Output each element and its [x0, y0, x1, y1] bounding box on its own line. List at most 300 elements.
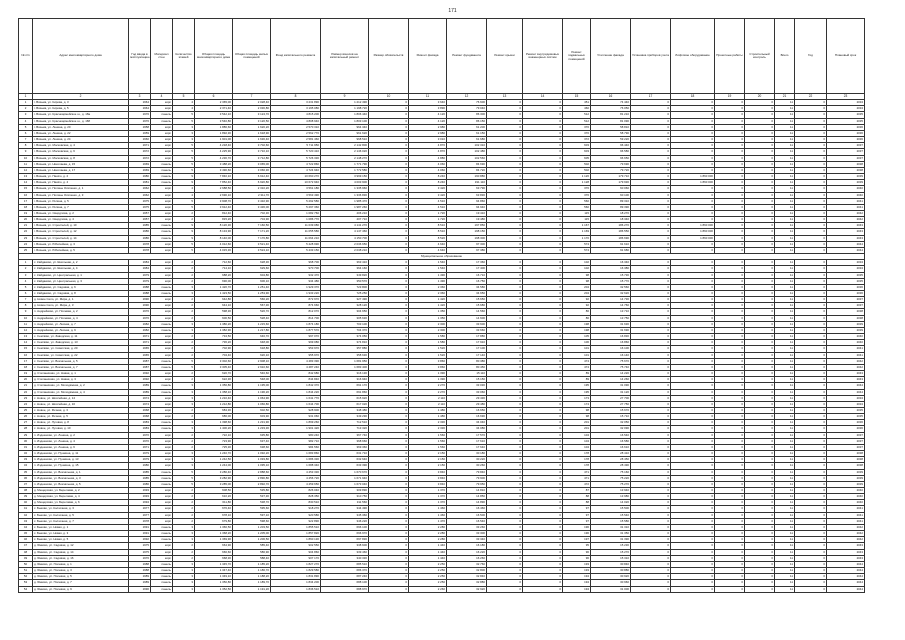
- table-cell: 22: [19, 229, 33, 235]
- table-cell: 0: [487, 352, 523, 358]
- table-cell: 0: [745, 451, 775, 457]
- table-cell: 357 880: [321, 346, 369, 352]
- table-cell: 11: [775, 161, 795, 167]
- table-cell: 7: [19, 297, 33, 303]
- table-cell: 0: [487, 130, 523, 136]
- table-cell: 3 712,80: [233, 155, 271, 161]
- table-cell: 0: [631, 537, 671, 543]
- table-cell: 0: [631, 217, 671, 223]
- table-cell: 1 398,60: [195, 420, 233, 426]
- table-cell: г. Вязьма, ул. Свердлова, д. 2: [33, 210, 129, 216]
- table-cell: 2040: [827, 488, 865, 494]
- table-cell: 0: [715, 327, 745, 333]
- table-cell: 58 810: [591, 124, 631, 130]
- table-cell: 5 292 580: [271, 198, 321, 204]
- table-cell: 11: [775, 309, 795, 315]
- table-cell: 3 640: [409, 100, 447, 106]
- table-cell: 1 460: [409, 506, 447, 512]
- table-cell: 0: [631, 327, 671, 333]
- table-cell: 0: [369, 555, 409, 561]
- table-cell: 11: [775, 506, 795, 512]
- table-cell: 0: [487, 210, 523, 216]
- table-cell: 11: [775, 235, 795, 241]
- table-cell: 5: [173, 241, 195, 247]
- table-cell: 194: [563, 574, 591, 580]
- table-cell: 15 670: [591, 407, 631, 413]
- table-cell: 1 390: [409, 377, 447, 383]
- table-cell: 2040: [827, 334, 865, 340]
- table-cell: 0: [671, 401, 715, 407]
- table-cell: 1957: [129, 210, 151, 216]
- table-cell: 725 250: [321, 291, 369, 297]
- table-cell: 0: [745, 180, 775, 186]
- table-cell: 79 900: [447, 475, 487, 481]
- table-cell: 3 195 080: [271, 106, 321, 112]
- table-cell: 1 349,10: [195, 574, 233, 580]
- table-cell: 2038: [827, 457, 865, 463]
- table-cell: 0: [523, 112, 563, 118]
- table-cell: 2043: [827, 555, 865, 561]
- table-cell: 0: [369, 198, 409, 204]
- table-cell: 4 150 700: [321, 235, 369, 241]
- table-cell: 11: [775, 204, 795, 210]
- table-cell: 0: [671, 469, 715, 475]
- table-cell: 1975: [129, 204, 151, 210]
- table-cell: 0: [715, 537, 745, 543]
- table-cell: 60 100: [591, 192, 631, 198]
- table-cell: 704 370: [321, 327, 369, 333]
- table-cell: 1957: [129, 217, 151, 223]
- table-cell: 18 270: [591, 210, 631, 216]
- table-cell: 1 480: [409, 407, 447, 413]
- table-cell: 2037: [827, 143, 865, 149]
- table-cell: с. Быково, ул. Колхозная, д. 7: [33, 518, 129, 524]
- table-cell: 29: [19, 432, 33, 438]
- table-cell: с. Семлёво, ул. Вокзальная, д. 5: [33, 358, 129, 364]
- table-cell: 15 500: [591, 506, 631, 512]
- table-cell: 0: [631, 568, 671, 574]
- table-cell: 691 170: [321, 383, 369, 389]
- table-cell: 1 358,10: [195, 389, 233, 395]
- table-cell: 173: [563, 395, 591, 401]
- table-cell: 0: [631, 180, 671, 186]
- table-cell: 0: [487, 303, 523, 309]
- table-cell: 512: [563, 112, 591, 118]
- table-cell: п. Издешково, ул. Ленина, д. 4: [33, 438, 129, 444]
- table-cell: 29 480: [447, 401, 487, 407]
- table-cell: 1 580: [409, 334, 447, 340]
- table-cell: 0: [631, 506, 671, 512]
- table-cell: 13 940: [591, 488, 631, 494]
- table-cell: 676,40: [195, 506, 233, 512]
- table-cell: 1 874 180: [271, 321, 321, 327]
- table-cell: 0: [671, 149, 715, 155]
- table-cell: 0: [369, 143, 409, 149]
- table-cell: г. Вязьма, ул. Кирова, д. 3: [33, 100, 129, 106]
- table-cell: 0: [369, 401, 409, 407]
- table-cell: панель: [151, 481, 173, 487]
- table-cell: 24: [19, 401, 33, 407]
- table-cell: 0: [487, 358, 523, 364]
- table-cell: 4 808 940: [271, 118, 321, 124]
- table-cell: с. Кайдаково, ул. Школьная, д. 2: [33, 260, 129, 266]
- table-cell: 0: [795, 524, 827, 530]
- table-cell: 58 790: [591, 130, 631, 136]
- table-cell: 9: [173, 174, 195, 180]
- table-cell: 0: [487, 284, 523, 290]
- table-cell: 0: [523, 130, 563, 136]
- table-cell: 2 581 460: [271, 137, 321, 143]
- table-cell: 16 460: [447, 506, 487, 512]
- table-cell: 0: [631, 167, 671, 173]
- table-cell: 7 176,80: [233, 235, 271, 241]
- table-cell: д. Степаниково, ул. Молодёжная, д. 4: [33, 389, 129, 395]
- table-cell: 0: [671, 112, 715, 118]
- table-cell: 2: [173, 377, 195, 383]
- table-cell: 11: [775, 444, 795, 450]
- table-cell: 30 960: [591, 580, 631, 586]
- table-cell: 0: [631, 475, 671, 481]
- table-cell: 5: [173, 247, 195, 253]
- table-cell: 2036: [827, 291, 865, 297]
- table-cell: 0: [795, 531, 827, 537]
- table-cell: 32 800: [447, 568, 487, 574]
- table-cell: 198 150: [447, 229, 487, 235]
- table-cell: 0: [671, 555, 715, 561]
- table-cell: 4 453 330: [271, 469, 321, 475]
- table-cell: 0: [369, 204, 409, 210]
- table-cell: 2 250: [409, 574, 447, 580]
- table-cell: г. Вязьма, ул. Московская, д. 4: [33, 143, 129, 149]
- table-cell: 1 350: [409, 309, 447, 315]
- table-cell: 2 311,70: [233, 192, 271, 198]
- table-cell: 1 170: [563, 235, 591, 241]
- table-cell: 15 150: [447, 377, 487, 383]
- table-cell: 0: [715, 297, 745, 303]
- table-cell: 0: [795, 377, 827, 383]
- table-cell: 0: [715, 574, 745, 580]
- table-cell: 348 480: [321, 407, 369, 413]
- table-cell: 98: [563, 278, 591, 284]
- table-cell: 0: [671, 130, 715, 136]
- table-cell: 0: [745, 100, 775, 106]
- table-cell: 0: [715, 549, 745, 555]
- table-cell: 3: [173, 451, 195, 457]
- table-cell: 15 110: [447, 371, 487, 377]
- table-cell: 0: [715, 463, 745, 469]
- table-cell: 14 220: [591, 371, 631, 377]
- table-cell: 0: [523, 395, 563, 401]
- table-cell: 0: [631, 309, 671, 315]
- table-cell: 1 356,80: [195, 383, 233, 389]
- table-cell: 2035: [827, 272, 865, 278]
- table-cell: 2 360: [409, 291, 447, 297]
- table-cell: с. Семлёво, ул. Вокзальная, д. 7: [33, 364, 129, 370]
- table-cell: 2037: [827, 444, 865, 450]
- table-cell: 52: [19, 574, 33, 580]
- table-cell: 30 220: [447, 457, 487, 463]
- table-cell: 1 210,40: [195, 395, 233, 401]
- table-cell: 0: [631, 371, 671, 377]
- table-cell: 1 380,20: [195, 321, 233, 327]
- table-cell: 1992: [129, 377, 151, 383]
- table-cell: панель: [151, 537, 173, 543]
- table-cell: 1 857 820: [271, 531, 321, 537]
- table-cell: кирп: [151, 444, 173, 450]
- table-cell: 2: [173, 407, 195, 413]
- table-cell: 0: [631, 383, 671, 389]
- table-cell: 2: [173, 432, 195, 438]
- table-cell: 0: [487, 531, 523, 537]
- table-cell: 0: [523, 334, 563, 340]
- table-cell: 0: [795, 260, 827, 266]
- table-cell: 349 290: [321, 414, 369, 420]
- table-cell: 11: [775, 568, 795, 574]
- table-cell: 16 540: [591, 432, 631, 438]
- table-cell: 842 680: [271, 371, 321, 377]
- table-cell: 0: [795, 309, 827, 315]
- table-cell: 10: [19, 155, 33, 161]
- table-cell: 2040: [827, 494, 865, 500]
- table-cell: 2036: [827, 124, 865, 130]
- table-cell: 0: [715, 555, 745, 561]
- table-cell: 363 410: [321, 260, 369, 266]
- table-cell: 955 970: [271, 352, 321, 358]
- table-cell: 0: [487, 389, 523, 395]
- table-cell: 0: [795, 463, 827, 469]
- table-cell: 1 560: [409, 444, 447, 450]
- table-cell: 1 720: [409, 217, 447, 223]
- table-cell: 2 280: [409, 531, 447, 537]
- table-cell: 17 610: [447, 438, 487, 444]
- table-cell: 2038: [827, 161, 865, 167]
- table-cell: 2 310,20: [233, 186, 271, 192]
- table-cell: 0: [369, 574, 409, 580]
- table-cell: 98: [563, 407, 591, 413]
- table-cell: панель: [151, 524, 173, 530]
- table-cell: 3 065,00: [233, 161, 271, 167]
- table-cell: панель: [151, 118, 173, 124]
- table-cell: 11: [19, 161, 33, 167]
- table-cell: 702,90: [195, 346, 233, 352]
- table-cell: 0: [487, 512, 523, 518]
- table-cell: 75 270: [591, 481, 631, 487]
- table-cell: 4 724 940: [271, 167, 321, 173]
- table-cell: 0: [487, 180, 523, 186]
- table-cell: д. Новое Село, ул. Мира, д. 3: [33, 303, 129, 309]
- table-cell: 1: [19, 260, 33, 266]
- table-cell: 0: [715, 284, 745, 290]
- table-cell: 0: [369, 561, 409, 567]
- table-cell: 0: [715, 426, 745, 432]
- table-cell: 0: [795, 420, 827, 426]
- table-cell: 0: [671, 518, 715, 524]
- table-cell: 7 852,40: [195, 180, 233, 186]
- table-cell: 32: [19, 451, 33, 457]
- table-cell: с. Кайдаково, ул. Садовая, д. 6: [33, 284, 129, 290]
- table-cell: кирп: [151, 371, 173, 377]
- table-cell: 1 670 670: [321, 469, 369, 475]
- table-cell: кирп: [151, 247, 173, 253]
- table-cell: 0: [631, 143, 671, 149]
- table-cell: 1: [19, 100, 33, 106]
- table-cell: 585,40: [233, 543, 271, 549]
- table-cell: д. Новое Село, ул. Мира, д. 1: [33, 297, 129, 303]
- table-cell: 0: [487, 469, 523, 475]
- table-cell: 0: [631, 247, 671, 253]
- table-cell: 0: [671, 414, 715, 420]
- table-cell: 10 672 940: [271, 180, 321, 186]
- table-cell: 686,00: [195, 414, 233, 420]
- table-cell: 2 330: [409, 426, 447, 432]
- table-cell: 2038: [827, 309, 865, 315]
- table-cell: 1975: [129, 543, 151, 549]
- table-cell: 0: [487, 383, 523, 389]
- table-cell: 4: [173, 192, 195, 198]
- table-cell: п. Издешково, ул. Пушкина, д. 11: [33, 451, 129, 457]
- table-cell: с. Кайдаково, ул. Школьная, д. 4: [33, 266, 129, 272]
- table-cell: 0: [745, 401, 775, 407]
- table-cell: 60 060: [591, 186, 631, 192]
- table-cell: 0: [487, 395, 523, 401]
- table-cell: 0: [487, 204, 523, 210]
- table-cell: 934 480: [271, 278, 321, 284]
- table-cell: 1976: [129, 309, 151, 315]
- table-cell: 33 260: [447, 524, 487, 530]
- table-cell: 5 726 330: [271, 155, 321, 161]
- table-cell: 0: [745, 118, 775, 124]
- table-cell: 0: [795, 451, 827, 457]
- table-cell: 11: [775, 420, 795, 426]
- table-cell: 3: [173, 531, 195, 537]
- table-cell: 1 520: [409, 346, 447, 352]
- table-cell: 648,00: [233, 340, 271, 346]
- table-cell: 21: [19, 383, 33, 389]
- table-cell: 178: [563, 463, 591, 469]
- table-cell: 33 340: [447, 537, 487, 543]
- table-cell: 16 710: [447, 272, 487, 278]
- table-cell: панель: [151, 580, 173, 586]
- table-cell: 18 340: [591, 217, 631, 223]
- table-cell: 89: [563, 371, 591, 377]
- table-cell: 0: [369, 297, 409, 303]
- table-cell: 3: [173, 401, 195, 407]
- table-cell: 2043: [827, 549, 865, 555]
- table-cell: 0: [631, 198, 671, 204]
- table-cell: 14 850: [447, 494, 487, 500]
- table-cell: 11: [775, 315, 795, 321]
- table-cell: 0: [631, 130, 671, 136]
- table-cell: 8 510: [409, 229, 447, 235]
- table-cell: 195: [563, 383, 591, 389]
- table-cell: 1 806 440: [321, 112, 369, 118]
- table-cell: 0: [631, 291, 671, 297]
- table-cell: 0: [523, 247, 563, 253]
- table-cell: 814 700: [271, 315, 321, 321]
- table-cell: 0: [523, 420, 563, 426]
- table-cell: с. Быково, ул. Новая, д. 1: [33, 524, 129, 530]
- table-cell: 0: [745, 303, 775, 309]
- table-cell: 0: [715, 531, 745, 537]
- table-cell: 5: [173, 364, 195, 370]
- table-cell: 0: [631, 457, 671, 463]
- table-cell: 86 150: [447, 118, 487, 124]
- table-cell: 2041: [827, 506, 865, 512]
- table-cell: 11: [775, 260, 795, 266]
- table-cell: 3 912,40: [195, 204, 233, 210]
- table-cell: 0: [631, 235, 671, 241]
- table-cell: панель: [151, 426, 173, 432]
- table-cell: 2: [173, 414, 195, 420]
- table-cell: 2041: [827, 198, 865, 204]
- table-cell: 3 302,60: [195, 358, 233, 364]
- table-cell: п. Издешково, ул. Ленина, д. 6: [33, 444, 129, 450]
- table-cell: 0: [487, 167, 523, 173]
- table-cell: 604,80: [233, 272, 271, 278]
- table-cell: 33 060: [447, 389, 487, 395]
- table-cell: 0: [487, 457, 523, 463]
- table-cell: 0: [795, 444, 827, 450]
- table-cell: 0: [523, 198, 563, 204]
- table-cell: 0: [631, 364, 671, 370]
- table-cell: 376: [563, 192, 591, 198]
- table-cell: г. Вязьма, ул. Юбилейная, д. 3: [33, 241, 129, 247]
- table-cell: 602,50: [233, 407, 271, 413]
- table-cell: 1 217,80: [233, 327, 271, 333]
- table-cell: 0: [795, 321, 827, 327]
- column-number: 21: [775, 94, 795, 100]
- table-cell: 11: [775, 210, 795, 216]
- table-cell: кирп: [151, 186, 173, 192]
- table-cell: 0: [671, 309, 715, 315]
- table-cell: 1971: [129, 334, 151, 340]
- table-cell: 0: [671, 210, 715, 216]
- table-cell: 712 510: [321, 420, 369, 426]
- table-cell: 3 285,00: [195, 481, 233, 487]
- table-cell: 1 580: [409, 340, 447, 346]
- table-cell: 0: [671, 334, 715, 340]
- table-cell: 0: [745, 272, 775, 278]
- table-cell: 1 366,50: [195, 524, 233, 530]
- table-cell: 1971: [129, 444, 151, 450]
- table-cell: 0: [671, 297, 715, 303]
- table-cell: д. Ямково, ул. Полевая, д. 5: [33, 574, 129, 580]
- table-cell: 0: [715, 586, 745, 592]
- column-number: 5: [173, 94, 195, 100]
- table-cell: 0: [715, 247, 745, 253]
- table-cell: 2: [173, 512, 195, 518]
- table-cell: 0: [523, 463, 563, 469]
- table-cell: п. Издешково, ул. Вокзальная, д. 1: [33, 469, 129, 475]
- table-cell: 0: [487, 223, 523, 229]
- table-cell: 0: [671, 420, 715, 426]
- table-cell: 0: [745, 247, 775, 253]
- table-cell: 574: [563, 247, 591, 253]
- table-cell: 922 890: [271, 518, 321, 524]
- table-cell: 0: [369, 155, 409, 161]
- table-cell: 0: [715, 315, 745, 321]
- table-cell: 101: [563, 352, 591, 358]
- table-cell: 0: [715, 241, 745, 247]
- table-cell: 1 831 890: [271, 574, 321, 580]
- table-cell: 102: [563, 266, 591, 272]
- table-cell: 1962: [129, 192, 151, 198]
- table-cell: 11: [775, 229, 795, 235]
- table-cell: 34 080: [447, 426, 487, 432]
- table-cell: 3: [173, 284, 195, 290]
- table-cell: 34 040: [447, 420, 487, 426]
- table-cell: 0: [745, 506, 775, 512]
